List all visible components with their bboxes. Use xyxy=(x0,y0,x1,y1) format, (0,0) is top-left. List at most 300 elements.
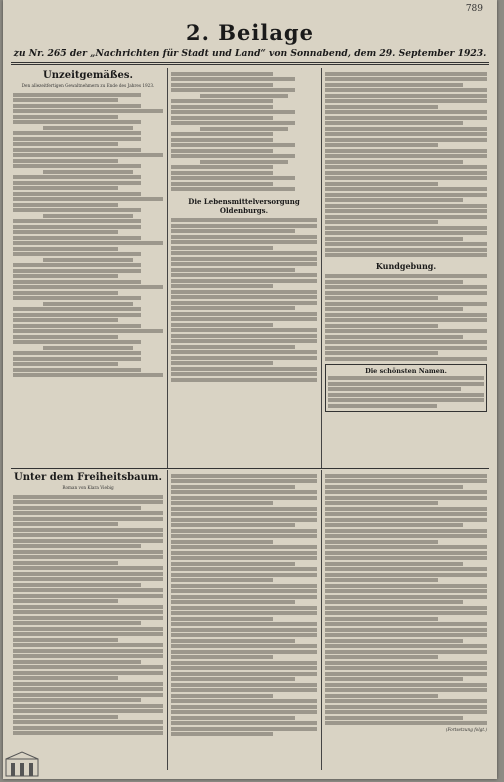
text-line xyxy=(13,335,118,339)
text-line xyxy=(171,518,317,522)
text-line xyxy=(325,507,487,511)
text-line xyxy=(13,175,141,179)
text-line xyxy=(13,368,141,372)
text-line xyxy=(171,273,317,277)
text-line xyxy=(171,507,317,511)
text-line xyxy=(171,600,295,604)
text-line xyxy=(325,99,487,103)
text-line xyxy=(325,340,487,344)
text-line xyxy=(325,496,487,500)
text-line xyxy=(325,357,487,361)
text-line xyxy=(13,660,141,664)
text-line xyxy=(13,638,118,642)
text-line xyxy=(13,550,163,554)
text-line xyxy=(13,120,141,124)
text-line xyxy=(13,544,141,548)
text-line xyxy=(325,523,463,527)
text-line xyxy=(43,302,133,306)
text-line xyxy=(325,479,487,483)
text-line xyxy=(200,94,288,98)
text-line xyxy=(325,573,487,577)
text-line xyxy=(171,479,317,483)
text-line xyxy=(171,246,273,250)
text-line xyxy=(13,252,141,256)
text-line xyxy=(171,83,273,87)
text-line xyxy=(171,350,317,354)
text-line xyxy=(171,72,273,76)
text-line xyxy=(13,649,163,653)
text-line xyxy=(13,533,163,537)
text-line xyxy=(325,346,487,350)
text-line xyxy=(13,285,163,289)
text-line xyxy=(325,351,438,355)
text-line xyxy=(325,171,487,175)
text-line xyxy=(13,362,118,366)
col1-heading: Unzeitgemäßes. xyxy=(43,70,133,81)
text-line xyxy=(43,258,133,262)
text-line xyxy=(13,104,141,108)
text-line xyxy=(171,290,317,294)
text-line xyxy=(13,192,141,196)
text-line xyxy=(171,378,317,382)
text-line xyxy=(171,323,273,327)
text-line xyxy=(13,715,118,719)
text-line xyxy=(171,567,317,571)
text-line xyxy=(325,176,487,180)
text-line xyxy=(171,218,317,222)
text-line xyxy=(325,285,487,289)
text-line xyxy=(13,610,163,614)
text-line xyxy=(13,566,163,570)
column-2 xyxy=(171,70,317,465)
text-line xyxy=(325,589,487,593)
text-line xyxy=(171,523,295,527)
text-line xyxy=(13,709,163,713)
text-line xyxy=(171,732,273,736)
text-line xyxy=(13,616,163,620)
text-line xyxy=(325,628,487,632)
col1-byline: Den allezeitfertigen Gewaltnehmern zu Ende des Jahres 1923. xyxy=(21,83,155,88)
text-line xyxy=(13,280,141,284)
serial-column-2 xyxy=(171,472,317,772)
text-line xyxy=(325,193,487,197)
text-line xyxy=(325,313,487,317)
text-line xyxy=(13,219,141,223)
text-line xyxy=(171,77,295,81)
text-line xyxy=(171,710,317,714)
serial-byline: Roman von Klara Viebig xyxy=(62,485,114,490)
text-line xyxy=(43,126,133,130)
text-line xyxy=(325,688,487,692)
text-line xyxy=(13,704,163,708)
text-line xyxy=(171,138,273,142)
text-line xyxy=(13,241,163,245)
text-line xyxy=(325,661,487,665)
text-line xyxy=(171,562,295,566)
text-line xyxy=(325,650,487,654)
text-line xyxy=(325,204,487,208)
text-line xyxy=(171,88,295,92)
col3-heading: Kundgebung. xyxy=(375,261,437,271)
text-line xyxy=(13,528,163,532)
article-text xyxy=(171,218,317,382)
text-line xyxy=(325,710,487,714)
text-line xyxy=(171,284,273,288)
text-line xyxy=(171,606,317,610)
text-line xyxy=(171,705,317,709)
text-line xyxy=(171,251,317,255)
text-line xyxy=(171,622,317,626)
text-line xyxy=(13,351,141,355)
text-line xyxy=(325,329,487,333)
text-line xyxy=(325,534,487,538)
serial-text-3 xyxy=(325,474,487,726)
page-number: 789 xyxy=(465,4,483,14)
text-line xyxy=(325,639,463,643)
text-line xyxy=(43,170,133,174)
serial-heading: Unter dem Freiheitsbaum. xyxy=(14,472,162,483)
text-line xyxy=(325,83,463,87)
text-line xyxy=(13,329,163,333)
text-line xyxy=(171,501,273,505)
text-line xyxy=(325,705,487,709)
text-line xyxy=(325,198,463,202)
text-line xyxy=(13,137,141,141)
text-line xyxy=(325,226,487,230)
text-line xyxy=(171,240,317,244)
text-line xyxy=(325,237,463,241)
text-line xyxy=(13,632,163,636)
text-line xyxy=(325,242,487,246)
text-line xyxy=(171,611,317,615)
text-line xyxy=(13,324,141,328)
text-line xyxy=(171,279,317,283)
text-line xyxy=(171,584,317,588)
serial-column-1 xyxy=(13,472,163,772)
text-line xyxy=(171,556,317,560)
text-line xyxy=(13,671,163,675)
text-line xyxy=(171,339,317,343)
text-line xyxy=(13,148,141,152)
text-line xyxy=(325,633,487,637)
text-line xyxy=(171,496,317,500)
text-line xyxy=(325,110,487,114)
text-line xyxy=(13,577,163,581)
text-line xyxy=(171,312,317,316)
supplement-title: 2. Beilage xyxy=(186,20,314,45)
text-line xyxy=(171,721,317,725)
text-line xyxy=(171,317,317,321)
text-line xyxy=(13,115,118,119)
text-line xyxy=(171,149,273,153)
text-line xyxy=(13,313,141,317)
text-line xyxy=(171,99,273,103)
text-line xyxy=(13,153,163,157)
text-line xyxy=(13,225,141,229)
text-line xyxy=(171,633,317,637)
text-line xyxy=(325,182,438,186)
text-line xyxy=(171,683,317,687)
text-line xyxy=(325,716,463,720)
text-line xyxy=(13,665,163,669)
text-line xyxy=(43,214,133,218)
text-line xyxy=(171,143,295,147)
text-line xyxy=(13,676,118,680)
text-line xyxy=(328,382,484,386)
text-line xyxy=(13,539,163,543)
text-line xyxy=(171,655,273,659)
text-line xyxy=(171,224,317,228)
text-line xyxy=(171,644,317,648)
text-line xyxy=(13,93,141,97)
text-line xyxy=(171,534,317,538)
text-line xyxy=(13,291,118,295)
text-line xyxy=(325,683,487,687)
text-line xyxy=(171,578,273,582)
text-line xyxy=(13,357,141,361)
text-line xyxy=(325,694,438,698)
text-line xyxy=(13,208,141,212)
text-line xyxy=(13,643,163,647)
text-line xyxy=(325,143,438,147)
text-line xyxy=(13,142,118,146)
text-line xyxy=(13,296,141,300)
serial-divider-2 xyxy=(321,470,322,770)
text-line xyxy=(171,235,317,239)
column-3 xyxy=(325,70,487,465)
text-line xyxy=(325,677,463,681)
box-heading: Die schönsten Namen. xyxy=(365,366,447,375)
text-line xyxy=(13,720,163,724)
text-line xyxy=(325,578,438,582)
text-line xyxy=(325,116,487,120)
text-line xyxy=(171,694,273,698)
text-line xyxy=(325,611,487,615)
text-line xyxy=(171,328,317,332)
text-line xyxy=(13,98,118,102)
text-line xyxy=(171,132,273,136)
text-line xyxy=(325,121,463,125)
serial-divider xyxy=(167,470,168,770)
text-line xyxy=(171,268,295,272)
text-line xyxy=(171,512,317,516)
text-line xyxy=(325,335,463,339)
text-line xyxy=(171,639,295,643)
text-line xyxy=(171,661,317,665)
text-line xyxy=(13,522,118,526)
text-line xyxy=(13,203,118,207)
text-line xyxy=(171,356,317,360)
column-1 xyxy=(13,70,163,465)
text-line xyxy=(13,693,163,697)
text-line xyxy=(328,387,461,391)
text-line xyxy=(325,529,487,533)
text-line xyxy=(325,187,487,191)
text-line xyxy=(171,295,317,299)
names-box xyxy=(325,364,487,413)
text-line xyxy=(325,296,438,300)
text-line xyxy=(13,307,141,311)
text-line xyxy=(13,109,163,113)
text-line xyxy=(171,540,273,544)
text-line xyxy=(325,149,487,153)
text-line xyxy=(328,398,484,402)
text-line xyxy=(171,187,295,191)
text-line xyxy=(171,573,317,577)
text-line xyxy=(325,215,487,219)
text-line xyxy=(13,495,163,499)
text-line xyxy=(325,154,487,158)
text-line xyxy=(171,367,317,371)
text-line xyxy=(13,687,163,691)
text-line xyxy=(325,672,487,676)
serial-text-1 xyxy=(13,495,163,736)
text-line xyxy=(325,209,487,213)
text-line xyxy=(325,253,487,257)
text-line xyxy=(13,506,141,510)
poem-continued xyxy=(171,72,317,192)
text-line xyxy=(13,731,163,735)
text-line xyxy=(171,672,317,676)
text-line xyxy=(171,121,295,125)
text-line xyxy=(325,721,487,725)
col2-heading: Die Lebensmittelversorgung Oldenburgs. xyxy=(188,197,300,215)
text-line xyxy=(325,518,487,522)
poem-text xyxy=(13,93,163,378)
text-line xyxy=(325,545,487,549)
text-line xyxy=(13,247,118,251)
text-line xyxy=(13,274,118,278)
text-line xyxy=(171,372,317,376)
text-line xyxy=(325,72,487,76)
text-line xyxy=(13,236,141,240)
text-line xyxy=(13,164,141,168)
text-line xyxy=(325,622,487,626)
text-line xyxy=(171,485,295,489)
text-line xyxy=(325,324,438,328)
text-line xyxy=(325,220,438,224)
text-line xyxy=(325,644,487,648)
text-line xyxy=(13,263,141,267)
text-line xyxy=(325,556,487,560)
serial-column-3 xyxy=(325,472,487,772)
text-line xyxy=(171,262,317,266)
text-line xyxy=(43,346,133,350)
serial-text-2 xyxy=(171,474,317,737)
text-line xyxy=(325,302,487,306)
text-line xyxy=(13,599,118,603)
text-line xyxy=(171,716,295,720)
text-line xyxy=(325,490,487,494)
text-line xyxy=(171,628,317,632)
text-line xyxy=(13,159,118,163)
text-line xyxy=(171,345,295,349)
text-line xyxy=(171,551,317,555)
text-line xyxy=(325,248,487,252)
text-line xyxy=(325,127,487,131)
text-line xyxy=(171,545,317,549)
text-line xyxy=(13,373,163,377)
text-line xyxy=(325,501,438,505)
text-line xyxy=(325,132,487,136)
text-line xyxy=(13,131,141,135)
text-line xyxy=(13,627,163,631)
text-line xyxy=(325,105,438,109)
text-line xyxy=(325,606,487,610)
text-line xyxy=(325,584,487,588)
text-line xyxy=(13,340,141,344)
text-line xyxy=(171,677,295,681)
text-line xyxy=(328,404,437,408)
text-line xyxy=(200,127,288,131)
text-line xyxy=(325,485,463,489)
text-line xyxy=(325,280,463,284)
text-line xyxy=(13,572,163,576)
text-line xyxy=(171,589,317,593)
text-line xyxy=(171,666,317,670)
text-line xyxy=(171,257,317,261)
text-line xyxy=(171,176,295,180)
text-line xyxy=(13,269,141,273)
text-line xyxy=(171,306,295,310)
text-line xyxy=(171,699,317,703)
text-line xyxy=(13,500,163,504)
text-line xyxy=(325,666,487,670)
text-line xyxy=(171,165,273,169)
text-line xyxy=(171,617,273,621)
header-rule-2 xyxy=(11,64,489,65)
text-line xyxy=(171,116,273,120)
text-line xyxy=(325,699,487,703)
newspaper-page xyxy=(3,0,497,779)
text-line xyxy=(325,567,487,571)
text-line xyxy=(325,138,487,142)
text-line xyxy=(200,160,288,164)
text-line xyxy=(171,688,317,692)
article-text-3 xyxy=(325,72,487,258)
text-line xyxy=(13,511,163,515)
text-line xyxy=(325,318,487,322)
serial-rule xyxy=(11,468,489,469)
text-line xyxy=(13,588,163,592)
text-line xyxy=(13,698,141,702)
text-line xyxy=(13,621,141,625)
text-line xyxy=(171,490,317,494)
text-line xyxy=(13,682,163,686)
text-line xyxy=(325,600,463,604)
text-line xyxy=(171,361,273,365)
text-line xyxy=(13,230,118,234)
header-rule xyxy=(11,62,489,63)
issue-subtitle: zu Nr. 265 der „Nachrichten für Stadt und Land“ von Sonnabend, dem 29. September 1923. xyxy=(13,48,487,59)
continued-note: (Fortsetzung folgt.) xyxy=(445,727,487,732)
text-line xyxy=(13,517,163,521)
text-line xyxy=(325,540,438,544)
text-line xyxy=(171,727,317,731)
text-line xyxy=(171,334,317,338)
text-line xyxy=(325,291,487,295)
text-line xyxy=(171,171,273,175)
text-line xyxy=(13,197,163,201)
text-line xyxy=(13,561,118,565)
text-line xyxy=(171,301,317,305)
text-line xyxy=(13,186,118,190)
text-line xyxy=(325,165,487,169)
text-line xyxy=(325,94,487,98)
text-line xyxy=(325,512,487,516)
text-line xyxy=(325,617,438,621)
text-line xyxy=(325,655,438,659)
